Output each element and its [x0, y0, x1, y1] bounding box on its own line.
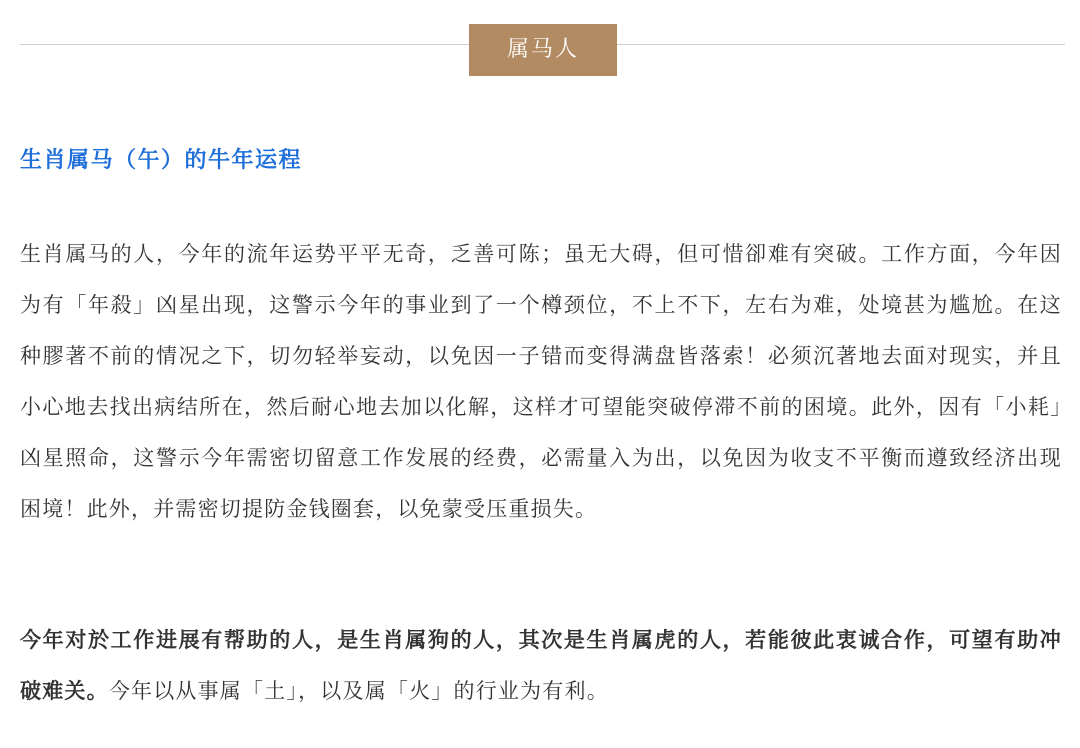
summary-normal-text: 今年以从事属「土」，以及属「火」的行业为有利。 — [108, 679, 609, 703]
section-tag: 属马人 — [469, 24, 617, 76]
article-heading: 生肖属马（午）的牛年运程 — [20, 148, 303, 173]
body-paragraph-summary — [20, 615, 1062, 717]
section-divider — [20, 24, 1065, 76]
body-paragraph: 生肖属马的人，今年的流年运势平平无奇，乏善可陈；虽无大碍，但可惜卻难有突破。工作方面，今年因为有「年殺」凶星出现，这警示今年的事业到了一个樽颈位，不上不下，左右为难，处境甚为尴尬。在这种膠著不前的情况之下，切勿轻举妄动，以免因一子错而变得满盘皆落索！必须沉著地去面对现实，并且小心地去找出病结所在，然后耐心地去加以化解，这样才可望能突破停滞不前的困境。此外，因有「小耗」凶星照命，这警示今年需密切留意工作发展的经费，必需量入为出，以免因为收支不平衡而遵致经济出现困境！此外，并需密切提防金钱圈套，以免蒙受压重损失。 — [20, 242, 1062, 521]
summary-bold-text: 今年对於工作进展有帮助的人，是生肖属狗的人，其次是生肖属虎的人，若能彼此衷诚合作，可望有助冲破难关。 — [20, 628, 1062, 703]
